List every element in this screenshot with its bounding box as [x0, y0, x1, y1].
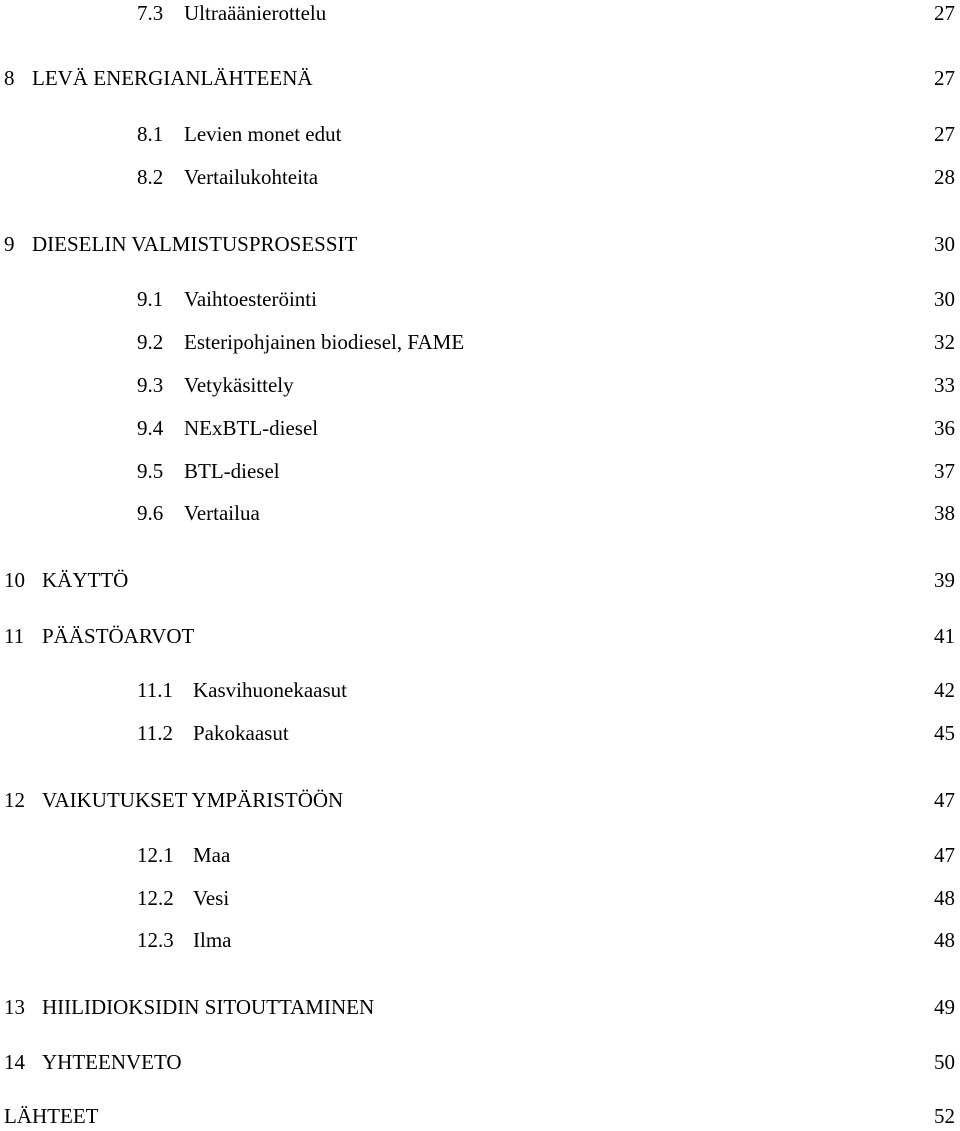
toc-entry-number: 14	[4, 1050, 25, 1074]
toc-entry-12-3	[0, 925, 960, 955]
toc-entry-number: 13	[4, 995, 25, 1019]
toc-entry-page: 32	[934, 330, 955, 354]
toc-entry-number: 12	[4, 788, 25, 812]
toc-entry-8-1	[0, 119, 960, 149]
toc-entry-9-3	[0, 370, 960, 400]
toc-entry-14	[0, 1047, 960, 1077]
toc-entry-page: 38	[934, 501, 955, 525]
toc-entry-page: 33	[934, 373, 955, 397]
toc-entry-number: 11.2	[137, 721, 173, 745]
toc-entry-page: 37	[934, 459, 955, 483]
toc-entry-9-4	[0, 413, 960, 443]
toc-entry-title: Vetykäsittely	[184, 373, 294, 397]
toc-entry-page: 47	[934, 843, 955, 867]
toc-entry-references	[0, 1101, 960, 1131]
toc-entry-title: Vesi	[193, 886, 230, 910]
toc-entry-number: 8.1	[137, 122, 164, 146]
toc-entry-title: HIILIDIOKSIDIN SITOUTTAMINEN	[42, 995, 375, 1019]
toc-entry-page: 45	[934, 721, 955, 745]
toc-entry-page: 42	[934, 678, 955, 702]
toc-entry-8	[0, 63, 960, 93]
toc-entry-number: 11.1	[137, 678, 173, 702]
toc-entry-8-2	[0, 162, 960, 192]
toc-entry-title: Levien monet edut	[184, 122, 342, 146]
toc-entry-number: 9.5	[137, 459, 164, 483]
toc-entry-number: 9.2	[137, 330, 164, 354]
toc-entry-11-2	[0, 718, 960, 748]
toc-entry-title: Esteripohjainen biodiesel, FAME	[184, 330, 465, 354]
toc-entry-title: VAIKUTUKSET YMPÄRISTÖÖN	[42, 788, 344, 812]
toc-entry-12	[0, 785, 960, 815]
toc-entry-12-1	[0, 840, 960, 870]
toc-entry-9-5	[0, 456, 960, 486]
toc-entry-13	[0, 992, 960, 1022]
toc-entry-page: 39	[934, 568, 955, 592]
toc-entry-number: 8	[4, 66, 15, 90]
toc-entry-title: YHTEENVETO	[42, 1050, 182, 1074]
toc-entry-title: Ultraäänierottelu	[184, 1, 327, 25]
toc-entry-title: NExBTL-diesel	[184, 416, 319, 440]
toc-entry-number: 9.6	[137, 501, 164, 525]
toc-entry-number: 12.3	[137, 928, 174, 952]
toc-entry-number: 12.1	[137, 843, 174, 867]
toc-entry-title: Vertailukohteita	[184, 165, 319, 189]
toc-entry-9-2	[0, 327, 960, 357]
toc-entry-title: KÄYTTÖ	[42, 568, 129, 592]
toc-entry-11-1	[0, 675, 960, 705]
toc-entry-page: 49	[934, 995, 955, 1019]
toc-entry-title: DIESELIN VALMISTUSPROSESSIT	[32, 232, 358, 256]
toc-entry-10	[0, 565, 960, 595]
toc-entry-7-3	[0, 0, 960, 28]
toc-entry-page: 28	[934, 165, 955, 189]
toc-entry-page: 48	[934, 886, 955, 910]
toc-entry-page: 50	[934, 1050, 955, 1074]
toc-entry-page: 36	[934, 416, 955, 440]
toc-entry-title: Vaihtoesteröinti	[184, 287, 317, 311]
toc-entry-page: 47	[934, 788, 955, 812]
toc-entry-number: 9.1	[137, 287, 164, 311]
toc-entry-9	[0, 229, 960, 259]
toc-entry-page: 52	[934, 1104, 955, 1128]
toc-entry-number: 11	[4, 624, 25, 648]
toc-entry-title: Vertailua	[184, 501, 260, 525]
toc-entry-11	[0, 621, 960, 651]
toc-entry-title: BTL-diesel	[184, 459, 280, 483]
toc-entry-title: Ilma	[193, 928, 232, 952]
toc-entry-page: 27	[934, 66, 955, 90]
toc-entry-number: 12.2	[137, 886, 174, 910]
toc-entry-page: 48	[934, 928, 955, 952]
toc-entry-number: 9	[4, 232, 15, 256]
toc-entry-page: 27	[934, 122, 955, 146]
toc-entry-9-6	[0, 498, 960, 528]
toc-entry-page: 30	[934, 287, 955, 311]
toc-entry-title: Maa	[193, 843, 231, 867]
toc-entry-title: Pakokaasut	[193, 721, 289, 745]
toc-entry-number: 9.4	[137, 416, 164, 440]
toc-entry-title: LEVÄ ENERGIANLÄHTEENÄ	[32, 66, 313, 90]
toc-entry-page: 27	[934, 1, 955, 25]
toc-entry-title: Kasvihuonekaasut	[193, 678, 347, 702]
toc-entry-title: LÄHTEET	[4, 1104, 99, 1128]
toc-entry-number: 10	[4, 568, 25, 592]
toc-entry-page: 30	[934, 232, 955, 256]
toc-entry-page: 41	[934, 624, 955, 648]
toc-entry-9-1	[0, 284, 960, 314]
toc-entry-12-2	[0, 883, 960, 913]
toc-entry-title: PÄÄSTÖARVOT	[42, 624, 195, 648]
toc-entry-number: 7.3	[137, 1, 164, 25]
toc-entry-number: 9.3	[137, 373, 164, 397]
toc-entry-number: 8.2	[137, 165, 164, 189]
